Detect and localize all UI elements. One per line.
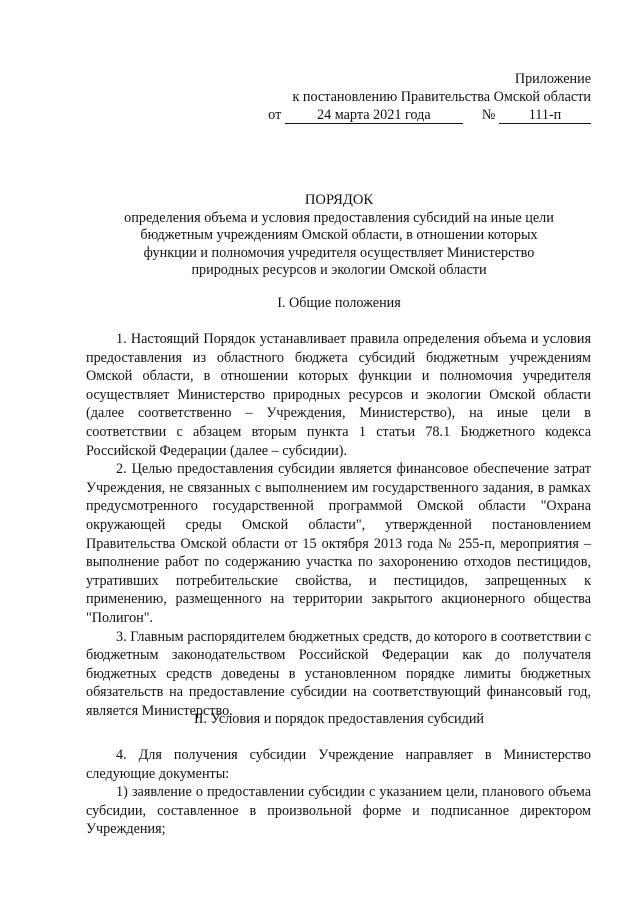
resolution-reference: к постановлению Правительства Омской области	[292, 89, 591, 105]
paragraph-4: 4. Для получения субсидии Учреждение направляет в Министерство следующие документы:	[86, 747, 591, 782]
appendix-label: Приложение	[514, 71, 591, 87]
paragraph-2: 2. Целью предоставления субсидии является финансовое обеспечение затрат Учреждения, не связанных с выполнением им государственного задания, в рамках предусмотренного государственной программой Омской области "Охрана окружающей среды Омской области", утвержденной постановлением Правительства Омской области от 15 октября 2013 года № 255-п, мероприятия – выполнение работ по содержанию участка по захоронению отходов пестицидов, утративших потребительские свойства, и пестицидов, запрещенных к применению, размещенного на территории закрытого акционерного общества "Полигон".	[86, 461, 591, 626]
section-2-body	[86, 746, 591, 839]
title-line: определения объема и условия предоставления субсидий на иные цели	[124, 209, 554, 226]
from-label: от	[268, 107, 282, 123]
section-2-heading	[86, 711, 592, 729]
section-heading-text: II. Условия и порядок предоставления субсидий	[193, 711, 485, 727]
paragraph-1: 1. Настоящий Порядок устанавливает правила определения объема и условия предоставления из областного бюджета субсидий бюджетным учреждениям Омской области, в отношении которых функции и полномочия учредителя осуществляет Министерство природных ресурсов и экологии Омской области (далее соответственно – Учреждения, Министерство), на иные цели в соответствии с абзацем вторым пункта 1 статьи 78.1 Бюджетного кодекса Российской Федерации (далее – субсидии).	[86, 331, 591, 459]
section-heading-text: I. Общие положения	[277, 295, 401, 311]
document-title	[86, 192, 592, 280]
date-number-line	[268, 106, 591, 124]
title-line: функции и полномочия учредителя осуществляет Министерство	[143, 244, 535, 261]
appendix-header	[268, 70, 591, 124]
paragraph-4-1: 1) заявление о предоставлении субсидии с указанием цели, планового объема субсидии, составленное в произвольной форме и подписанное директором Учреждения;	[86, 784, 591, 838]
number-label: №	[481, 107, 496, 123]
section-1-heading	[86, 295, 592, 313]
section-1-body	[86, 330, 591, 720]
resolution-number: 111-п	[499, 108, 591, 124]
title-line: бюджетным учреждениям Омской области, в отношении которых	[140, 227, 538, 243]
paragraph-3: 3. Главным распорядителем бюджетных средств, до которого в соответствии с бюджетным законодательством Российской Федерации как до получателя бюджетных средств доведены в установленном порядке лимиты бюджетных обязательств на предоставление субсидии на соответствующий финансовый год, является Министерство.	[86, 628, 591, 719]
title-heading: ПОРЯДОК	[304, 192, 374, 208]
resolution-date: 24 марта 2021 года	[285, 108, 463, 124]
title-line: природных ресурсов и экологии Омской области	[191, 262, 487, 278]
